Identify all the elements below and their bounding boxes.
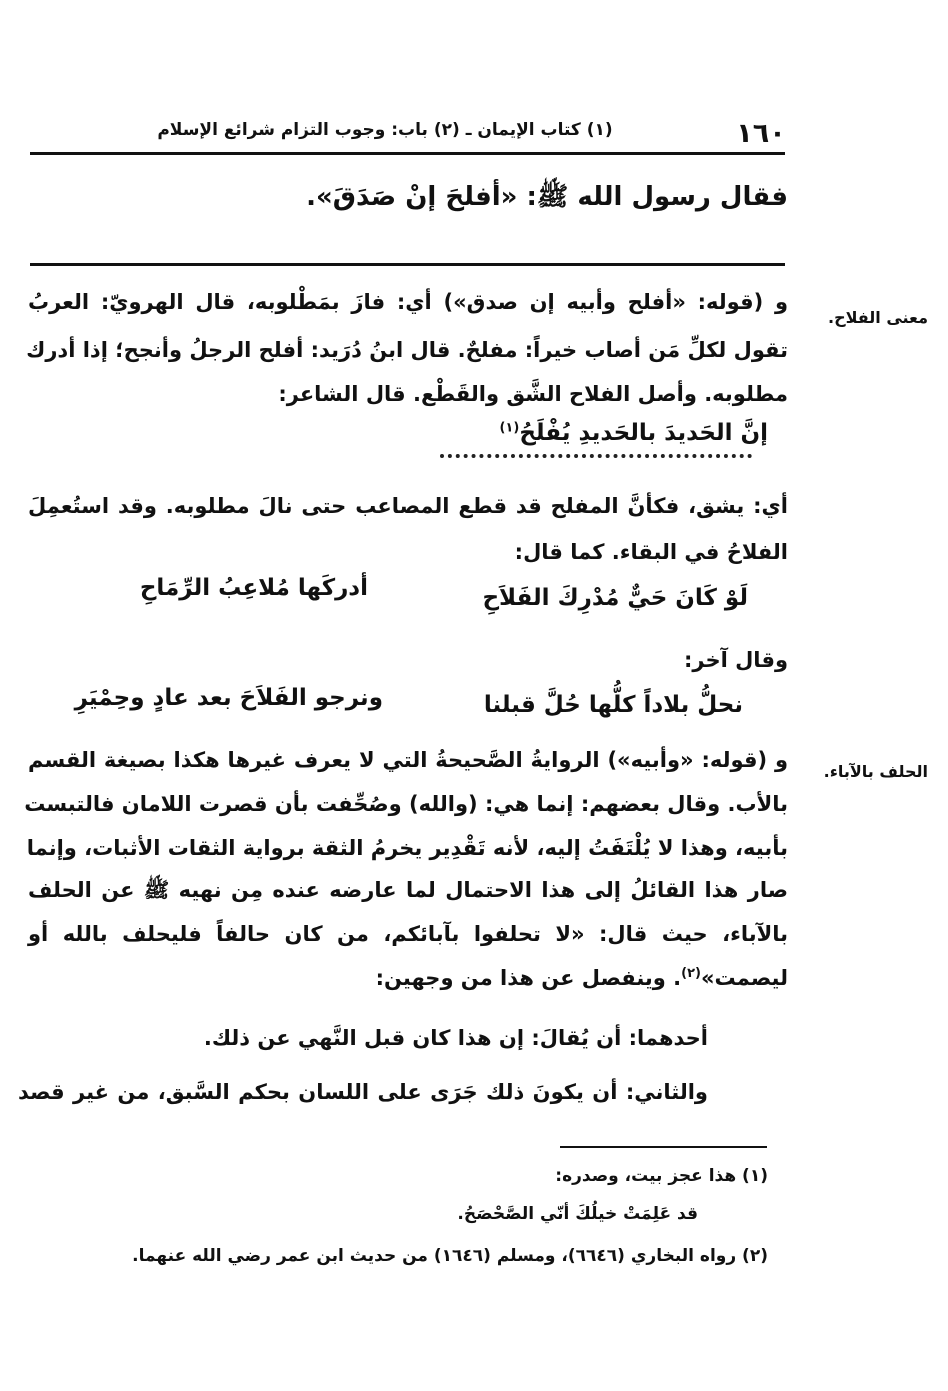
body-line-8: بالأب. وقال بعضهم: إنما هي: (والله) وصُحِّفت بأن قصرت اللامان فالتبست: [24, 792, 788, 816]
body-line-7: و (قوله: «وأبيه») الروايةُ الصَّحيحةُ التي لا يعرف غيرها هكذا بصيغة القسم: [28, 748, 788, 772]
running-title: (١) كتاب الإيمان ـ (٢) باب: وجوب التزام شرائع الإسلام: [157, 120, 613, 140]
body-line-12: [28, 966, 788, 991]
footnote-ref-1: (١): [499, 420, 520, 436]
verse-2-first: لَوْ كَانَ حَيٌّ مُدْرِكَ الفَلاَحِ: [482, 585, 748, 611]
verse-2-second: أدركَها مُلاعِبُ الرِّمَاحِ: [139, 575, 368, 601]
body-line-5: الفلاحُ في البقاء. كما قال:: [514, 540, 788, 564]
body-line-14: والثاني: أن يكونَ ذلك جَرَى على اللسان بحكم السَّبق، من غير قصد: [18, 1080, 708, 1104]
hadith-matn: فقال رسول الله ﷺ: «أفلحَ إنْ صَدَقَ».: [306, 182, 788, 212]
page-number: ١٦٠: [736, 118, 786, 149]
body-line-6: وقال آخر:: [683, 648, 788, 672]
body-line-10: صار هذا القائلُ إلى هذا الاحتمال لما عارضه عنده مِن نهيه ﷺ عن الحلف: [28, 878, 788, 902]
footnote-1-intro: (١) هذا عجز بيت، وصدره:: [555, 1166, 768, 1186]
body-line-9: بأبيه، وهذا لا يُلْتَفَتُ إليه، لأنه تَقْدِير يخرمُ الثقة برواية الثقات الأثبات، وإنما: [26, 836, 788, 860]
verse-3-first: نحلُّ بلاداً كلُّها حُلَّ قبلنا: [483, 692, 743, 718]
footnote-ref-2: (٢): [681, 966, 701, 981]
body-line-2: تقول لكلِّ مَن أصاب خيراً: مفلحٌ. قال ابنُ دُرَيد: أفلح الرجلُ وأنجح؛ إذا أدرك: [26, 338, 788, 362]
body-line-13: أحدهما: أن يُقالَ: إن هذا كان قبل النَّهي عن ذلك.: [203, 1026, 708, 1050]
body-line-1: و (قوله: «أفلح وأبيه إن صدق») أي: فازَ بمَطْلوبه، قال الهرويّ: العربُ: [28, 290, 788, 314]
verse-ellipsis: [440, 448, 752, 458]
footnote-2: (٢) رواه البخاري (٦٦٤٦)، ومسلم (١٦٤٦) من حديث ابن عمر رضي الله عنهما.: [132, 1246, 768, 1266]
footnote-1-verse: قد عَلِمَتْ خيلُكَ أنّي الصَّحْصَحُ.: [457, 1204, 698, 1224]
body-line-12-text: ليصمت»: [700, 966, 788, 990]
body-line-4: أي: يشق، فكأنَّ المفلح قد قطع المصاعب حتى نالَ مطلوبه. وقد استُعمِلَ: [28, 494, 788, 518]
header-rule: [30, 152, 785, 155]
matn-separator-rule: [30, 263, 785, 266]
verse-1-text: إنَّ الحَديدَ بالحَديدِ يُفْلَحُ: [519, 420, 768, 446]
side-note-hilf: الحلف بالآباء.: [823, 762, 928, 781]
side-note-falah: معنى الفلاح.: [828, 308, 928, 327]
footnote-rule: [560, 1146, 767, 1148]
body-line-11: بالآباء، حيث قال: «لا تحلفوا بآبائكم، من كان حالفاً فليحلف بالله أو: [28, 922, 788, 946]
body-line-3: مطلوبه. وأصل الفلاح الشَّق والقَطْع. قال الشاعر:: [278, 382, 788, 406]
body-line-12-rest: . وينفصل عن هذا من وجهين:: [375, 966, 682, 990]
verse-3-second: ونرجو الفَلاَحَ بعد عادٍ وحِمْيَرِ: [74, 685, 383, 711]
verse-1: [499, 420, 768, 446]
